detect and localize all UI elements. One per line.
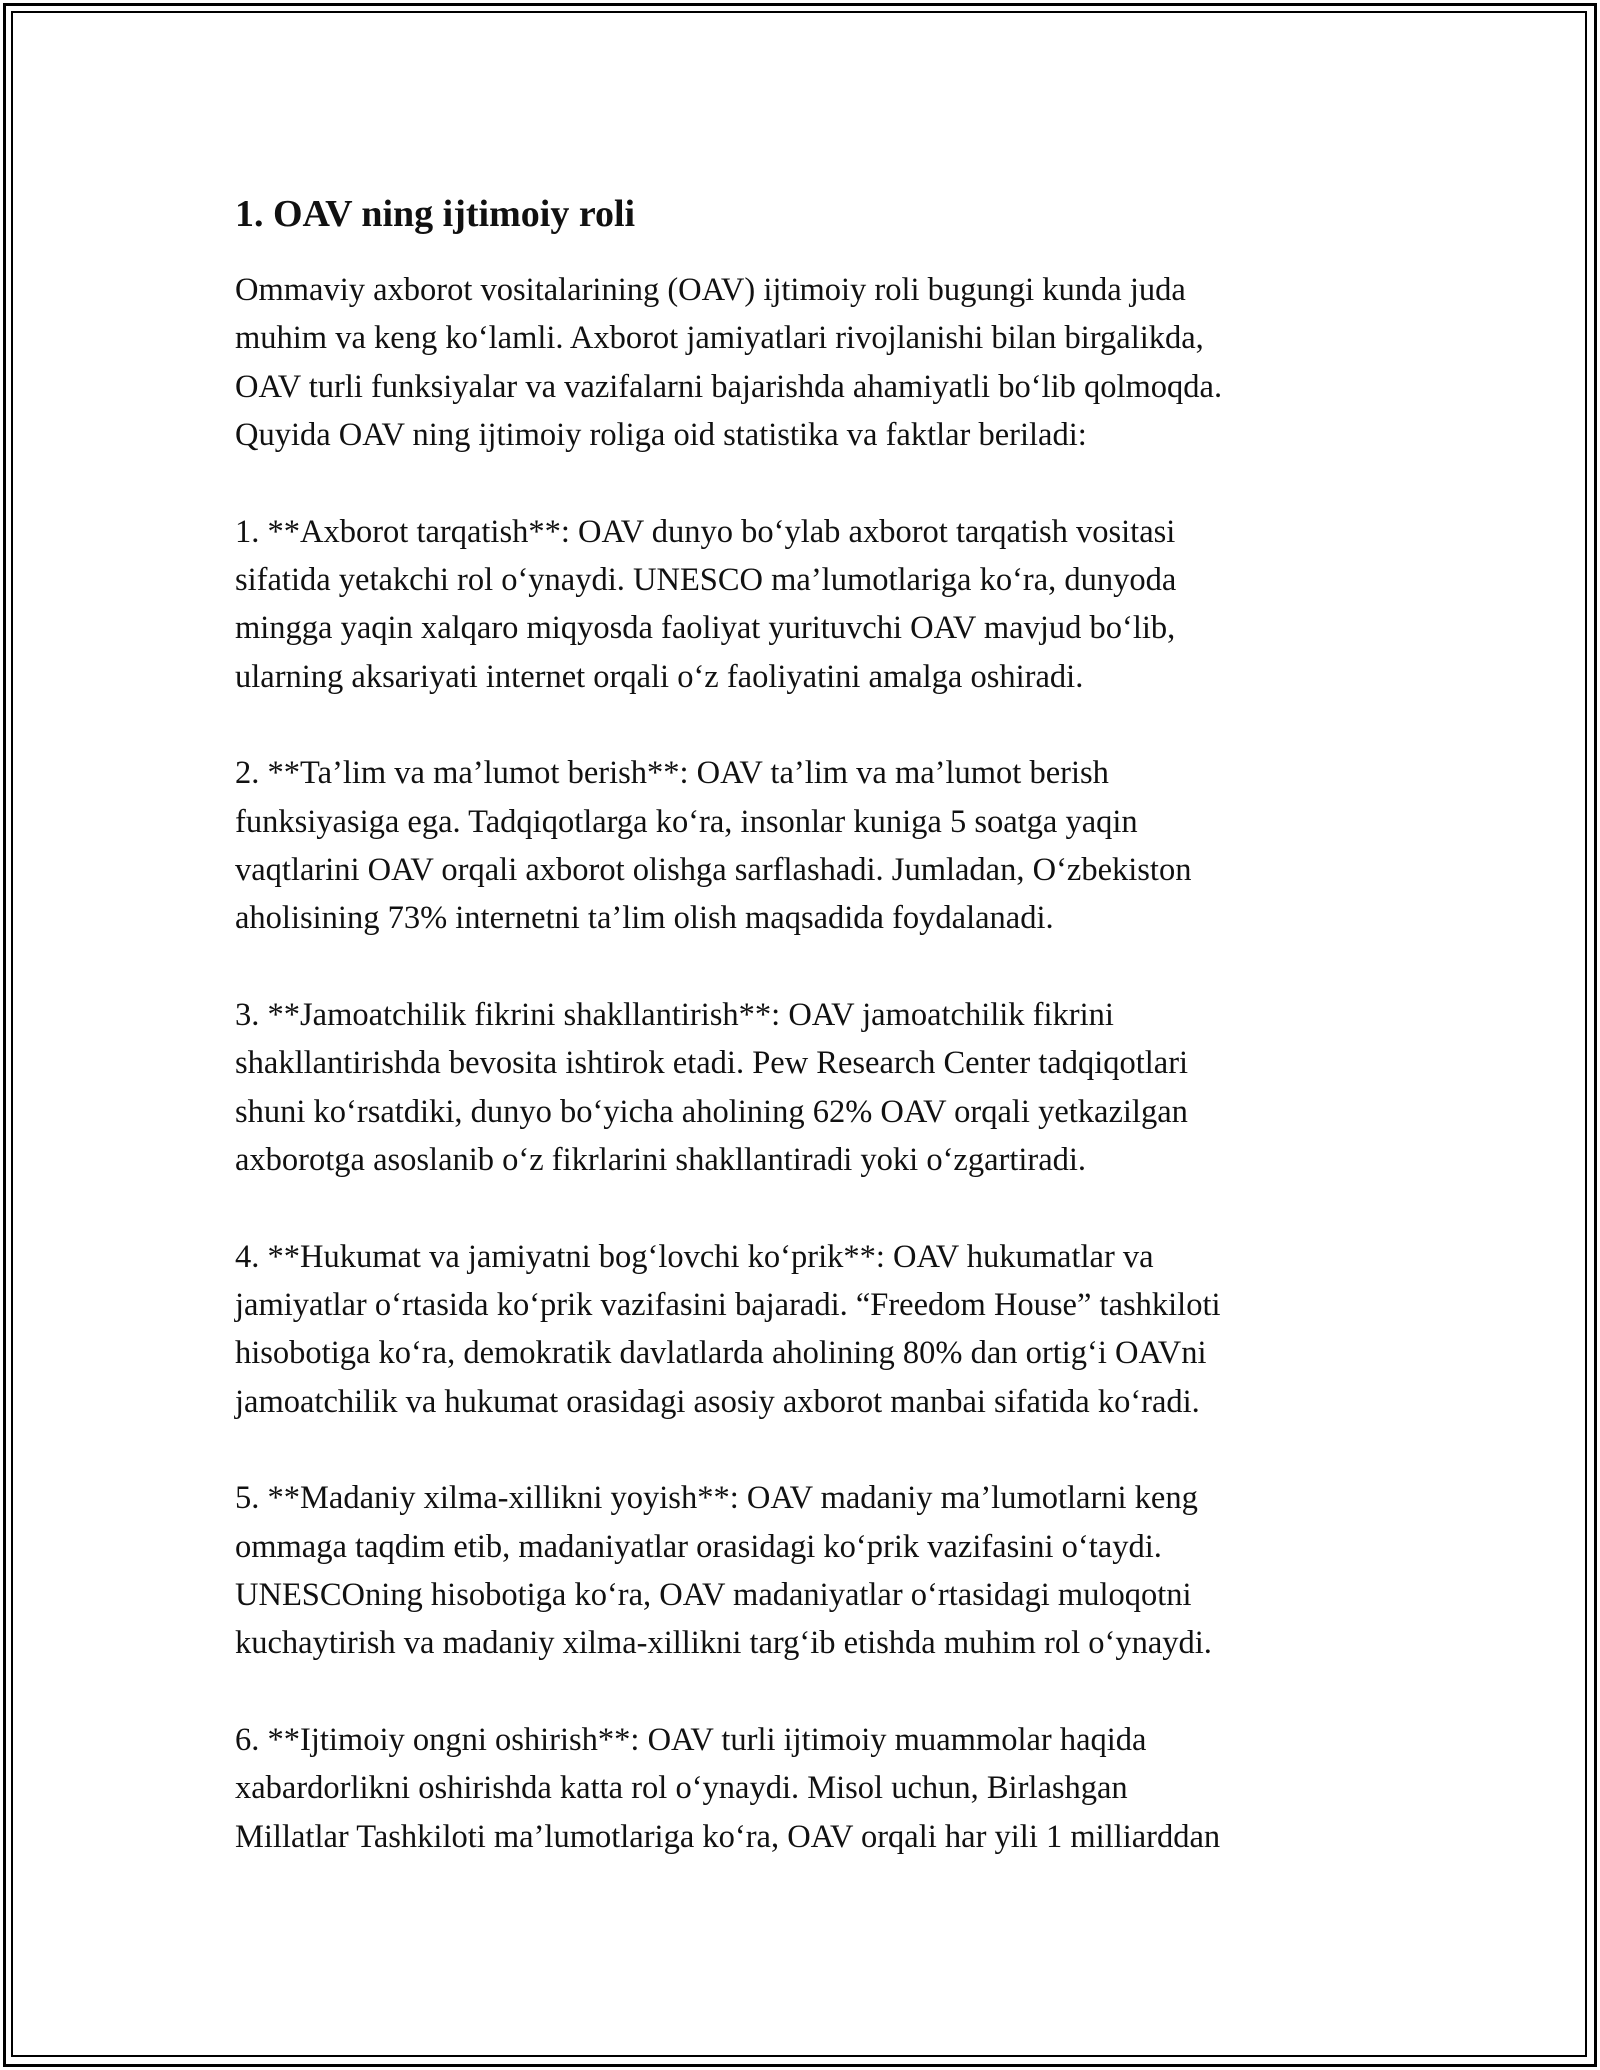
text-line: 6. **Ijtimoiy ongni oshirish**: OAV turli ijtimoiy muammolar haqida xyxy=(235,1721,1147,1758)
text-line: xabardorlikni oshirishda katta rol o‘ynaydi. Misol uchun, Birlashgan xyxy=(235,1770,1128,1807)
document-body xyxy=(235,190,1375,1909)
text-line: jamiyatlar o‘rtasida ko‘prik vazifasini bajaradi. “Freedom House” tashkiloti xyxy=(235,1286,1221,1323)
text-line: Ommaviy axborot vositalarining (OAV) ijtimoiy roli bugungi kunda juda xyxy=(235,272,1186,308)
list-item-paragraph xyxy=(235,1233,1375,1427)
text-line: OAV turli funksiyalar va vazifalarni bajarishda ahamiyatli bo‘lib qolmoqda. xyxy=(235,368,1223,405)
text-line: mingga yaqin xalqaro miqyosda faoliyat yurituvchi OAV mavjud bo‘lib, xyxy=(235,610,1176,647)
list-item-paragraph xyxy=(235,508,1375,702)
text-line: 1. **Axborot tarqatish**: OAV dunyo bo‘ylab axborot tarqatish vositasi xyxy=(235,513,1176,550)
section-title: 1. OAV ning ijtimoiy roli xyxy=(235,193,636,235)
text-line: shakllantirishda bevosita ishtirok etadi. Pew Research Center tadqiqotlari xyxy=(235,1045,1189,1082)
text-line: vaqtlarini OAV orqali axborot olishga sarflashadi. Jumladan, O‘zbekiston xyxy=(235,852,1192,889)
text-line: hisobotiga ko‘ra, demokratik davlatlarda aholining 80% dan ortig‘i OAVni xyxy=(235,1335,1207,1372)
text-line: muhim va keng ko‘lamli. Axborot jamiyatlari rivojlanishi bilan birgalikda, xyxy=(235,320,1204,357)
text-line: 4. **Hukumat va jamiyatni bog‘lovchi ko‘prik**: OAV hukumatlar va xyxy=(235,1238,1154,1275)
list-item-paragraph xyxy=(235,1716,1375,1861)
text-line: ularning aksariyati internet orqali o‘z faoliyatini amalga oshiradi. xyxy=(235,658,1084,695)
text-line: 5. **Madaniy xilma-xillikni yoyish**: OAV madaniy ma’lumotlarni keng xyxy=(235,1480,1198,1517)
text-line: aholisining 73% internetni ta’lim olish maqsadida foydalanadi. xyxy=(235,900,1054,937)
list-item-paragraph xyxy=(235,749,1375,943)
text-line: ommaga taqdim etib, madaniyatlar orasidagi ko‘prik vazifasini o‘taydi. xyxy=(235,1528,1162,1565)
text-line: Millatlar Tashkiloti ma’lumotlariga ko‘ra, OAV orqali har yili 1 milliarddan xyxy=(235,1818,1221,1855)
text-line: sifatida yetakchi rol o‘ynaydi. UNESCO ma’lumotlariga ko‘ra, dunyoda xyxy=(235,562,1177,599)
text-line: Quyida OAV ning ijtimoiy roliga oid statistika va faktlar beriladi: xyxy=(235,417,1087,454)
list-item-paragraph xyxy=(235,991,1375,1185)
text-line: axborotga asoslanib o‘z fikrlarini shakllantiradi yoki o‘zgartiradi. xyxy=(235,1142,1087,1179)
text-line: kuchaytirish va madaniy xilma-xillikni targ‘ib etishda muhim rol o‘ynaydi. xyxy=(235,1625,1212,1662)
text-line: UNESCOning hisobotiga ko‘ra, OAV madaniyatlar o‘rtasidagi muloqotni xyxy=(235,1576,1192,1613)
text-line: funksiyasiga ega. Tadqiqotlarga ko‘ra, insonlar kuniga 5 soatga yaqin xyxy=(235,803,1138,840)
text-line: jamoatchilik va hukumat orasidagi asosiy axborot manbai sifatida ko‘radi. xyxy=(235,1383,1200,1420)
text-line: 3. **Jamoatchilik fikrini shakllantirish**: OAV jamoatchilik fikrini xyxy=(235,996,1114,1033)
text-line: 2. **Ta’lim va ma’lumot berish**: OAV ta’lim va ma’lumot berish xyxy=(235,755,1109,792)
list-item-paragraph xyxy=(235,1474,1375,1668)
intro-paragraph xyxy=(235,266,1375,460)
text-line: shuni ko‘rsatdiki, dunyo bo‘yicha aholining 62% OAV orqali yetkazilgan xyxy=(235,1093,1188,1130)
